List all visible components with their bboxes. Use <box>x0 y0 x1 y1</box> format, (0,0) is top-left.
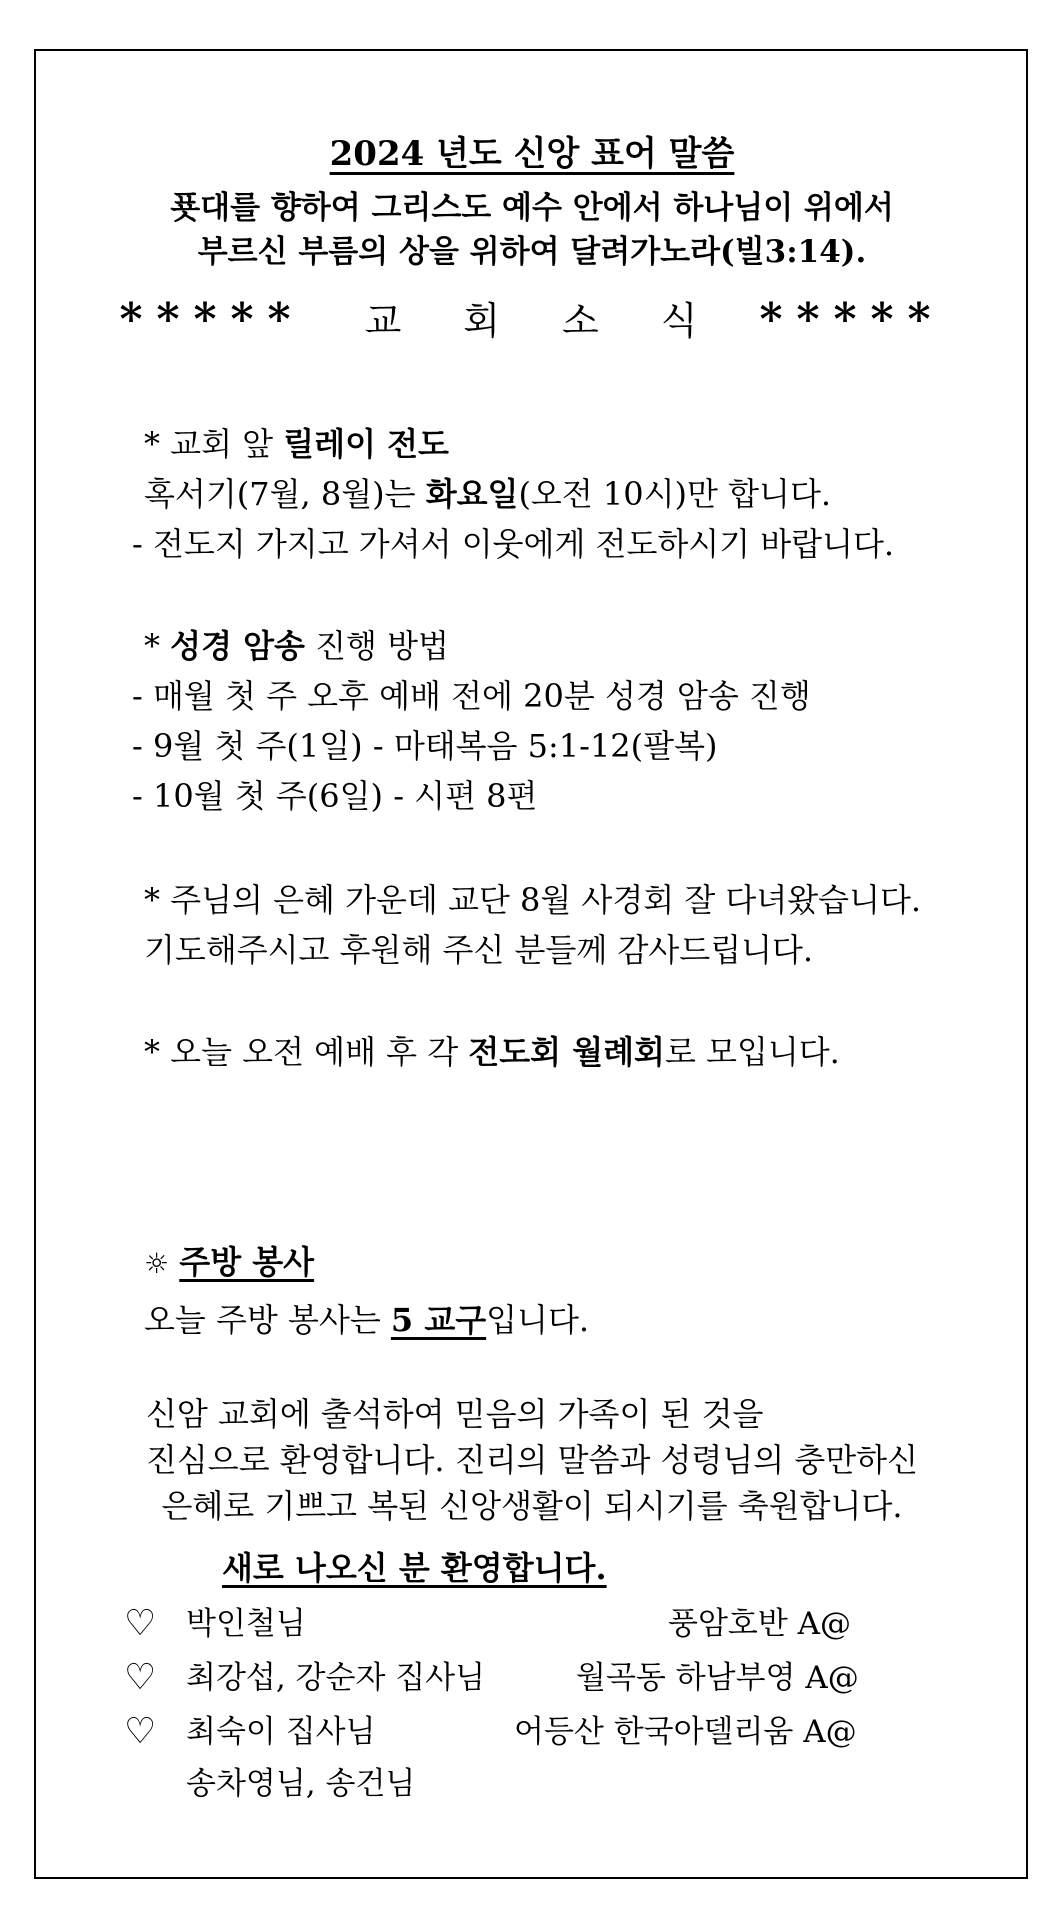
relay-prefix: * 교회 앞 <box>144 425 284 463</box>
kitchen-line-a: 오늘 주방 봉사는 <box>144 1301 391 1339</box>
motto-verse-line1: 푯대를 향하여 그리스도 예수 안에서 하나님이 위에서 <box>170 190 894 226</box>
newcomers-title: 새로 나오신 분 환영합니다. <box>222 1549 607 1587</box>
bible-item-2: - 9월 첫 주(1일) - 마태복음 5:1-12(팔복) <box>132 727 718 765</box>
bible-suffix: 진행 방법 <box>304 627 449 665</box>
news-char-3: 소 <box>562 299 601 343</box>
church-news-title <box>0 294 1064 345</box>
stars-right: ***** <box>759 294 945 345</box>
welcome-line2: 진심으로 환영합니다. 진리의 말씀과 성령님의 충만하신 <box>145 1441 918 1479</box>
bible-heading <box>144 626 449 666</box>
welcome-line1: 신암 교회에 출석하여 믿음의 가족이 된 것을 <box>146 1395 764 1433</box>
newcomer-name-1: 박인철님 <box>186 1606 306 1642</box>
relay-heading <box>144 424 449 464</box>
heart-icon: ♡ <box>124 1711 157 1752</box>
bible-prefix: * <box>144 627 171 665</box>
newcomer-extra: 송차영님, 송건님 <box>186 1766 416 1802</box>
sun-icon: ☼ <box>144 1247 170 1280</box>
news-char-2: 회 <box>463 299 502 343</box>
monthly-bold: 전도회 월례회 <box>468 1033 665 1071</box>
relay-line2 <box>144 474 831 514</box>
heart-icon: ♡ <box>124 1657 157 1698</box>
monthly-meeting <box>144 1032 840 1072</box>
kitchen-line-b: 입니다. <box>486 1301 590 1339</box>
relay-line3: - 전도지 가지고 가셔서 이웃에게 전도하시기 바랍니다. <box>132 525 895 563</box>
relay-line2-b: (오전 10시)만 합니다. <box>518 475 832 513</box>
monthly-suffix: 로 모입니다. <box>664 1033 840 1071</box>
newcomer-address-3: 어등산 한국아델리움 A@ <box>514 1714 857 1750</box>
retreat-line2: 기도해주시고 후원해 주신 분들께 감사드립니다. <box>144 931 814 969</box>
relay-bold: 릴레이 전도 <box>283 425 449 463</box>
relay-line2-bold: 화요일 <box>425 475 519 513</box>
bible-bold: 성경 암송 <box>170 627 305 665</box>
stars-left: ***** <box>119 294 305 345</box>
bible-item-3: - 10월 첫 주(6일) - 시편 8편 <box>132 777 538 815</box>
newcomer-name-3: 최숙이 집사님 <box>186 1714 376 1750</box>
motto-title: 2024 년도 신앙 표어 말씀 <box>329 134 735 174</box>
news-char-4: 식 <box>660 299 700 343</box>
relay-line2-a: 혹서기(7월, 8월)는 <box>144 475 426 513</box>
retreat-line1: * 주님의 은혜 가운데 교단 8월 사경회 잘 다녀왔습니다. <box>144 881 922 919</box>
heart-icon: ♡ <box>124 1603 157 1644</box>
newcomer-address-1: 풍암호반 A@ <box>668 1606 852 1642</box>
monthly-prefix: * 오늘 오전 예배 후 각 <box>144 1033 469 1071</box>
news-char-1: 교 <box>364 299 404 343</box>
motto-verse-line2: 부르신 부름의 상을 위하여 달려가노라(빌3:14). <box>197 234 867 270</box>
newcomer-name-2: 최강섭, 강순자 집사님 <box>186 1660 486 1696</box>
kitchen-heading <box>144 1242 314 1284</box>
newcomer-address-2: 월곡동 하남부영 A@ <box>576 1660 859 1696</box>
kitchen-line-bold: 5 교구 <box>390 1301 487 1339</box>
welcome-line3: 은혜로 기쁘고 복된 신앙생활이 되시기를 축원합니다. <box>161 1487 903 1525</box>
bible-item-1: - 매월 첫 주 오후 예배 전에 20분 성경 암송 진행 <box>132 677 811 715</box>
kitchen-line <box>144 1300 589 1340</box>
kitchen-title: 주방 봉사 <box>179 1243 315 1281</box>
